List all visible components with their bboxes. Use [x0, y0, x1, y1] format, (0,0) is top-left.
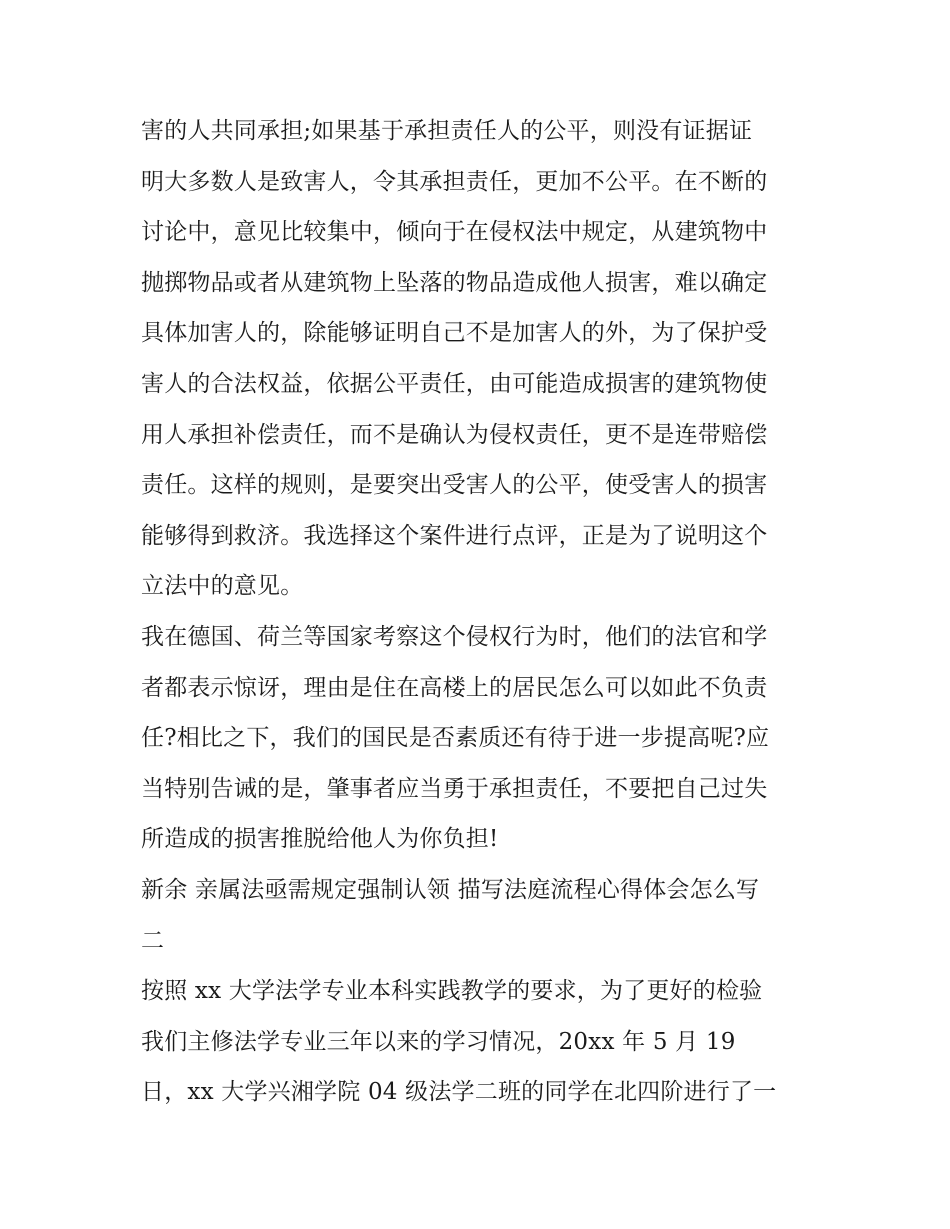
text-line: 责任。这样的规则，是要突出受害人的公平，使受害人的损害 — [141, 472, 768, 499]
text-line: 能够得到救济。我选择这个案件进行点评，正是为了说明这个 — [141, 522, 768, 549]
text-line: 按照 xx 大学法学专业本科实践教学的要求，为了更好的检验 — [141, 978, 763, 1005]
text-line: 讨论中，意见比较集中，倾向于在侵权法中规定，从建筑物中 — [141, 219, 768, 246]
text-line: 具体加害人的，除能够证明自己不是加害人的外，为了保护受 — [141, 320, 768, 347]
text-line: 明大多数人是致害人，令其承担责任，更加不公平。在不断的 — [141, 168, 768, 195]
text-line: 日，xx 大学兴湘学院 04 级法学二班的同学在北四阶进行了一 — [141, 1079, 777, 1106]
document-body — [141, 106, 821, 1118]
text-line: 立法中的意见。 — [141, 573, 304, 600]
text-line: 当特别告诫的是，肇事者应当勇于承担责任，不要把自己过失 — [141, 775, 768, 802]
text-line: 我们主修法学专业三年以来的学习情况，20xx 年 5 月 19 — [141, 1028, 736, 1055]
section-heading-line: 二 — [141, 927, 165, 954]
text-line: 用人承担补偿责任，而不是确认为侵权责任，更不是连带赔偿 — [141, 421, 768, 448]
text-line: 害人的合法权益，依据公平责任，由可能造成损害的建筑物使 — [141, 370, 768, 397]
text-line: 者都表示惊讶，理由是住在高楼上的居民怎么可以如此不负责 — [141, 674, 768, 701]
text-line: 任?相比之下，我们的国民是否素质还有待于进一步提高呢?应 — [141, 725, 770, 752]
text-line: 所造成的损害推脱给他人为你负担! — [141, 826, 499, 853]
section-heading-line: 新余 亲属法亟需规定强制认领 描写法庭流程心得体会怎么写 — [141, 876, 760, 903]
text-line: 抛掷物品或者从建筑物上坠落的物品造成他人损害，难以确定 — [141, 269, 768, 296]
text-line: 我在德国、荷兰等国家考察这个侵权行为时，他们的法官和学 — [141, 623, 768, 650]
text-line: 害的人共同承担;如果基于承担责任人的公平，则没有证据证 — [141, 118, 753, 144]
